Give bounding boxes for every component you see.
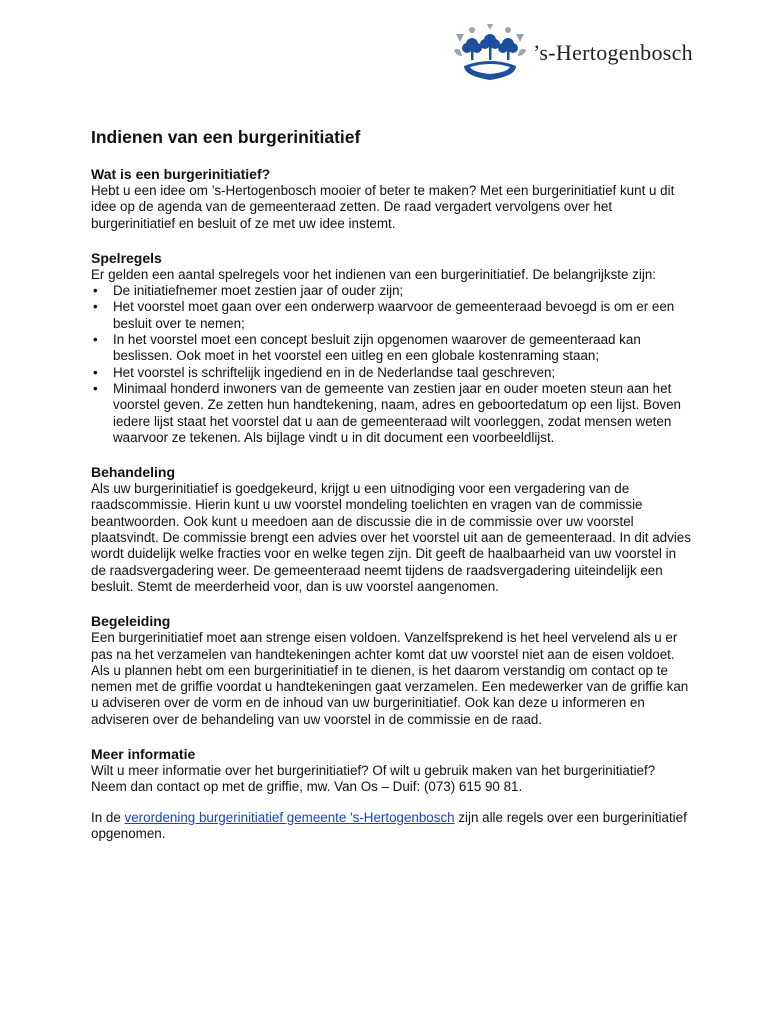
crown-logo-icon [450,22,530,86]
municipality-logo [450,22,720,92]
section-begeleiding [91,613,691,728]
link-suffix: zijn alle regels over een burgerinitiatief opgenomen. [91,809,687,841]
section-meer-informatie [91,746,691,842]
list-item: • De initiatiefnemer moet zestien jaar of ouder zijn; [91,283,691,299]
section-heading: Spelregels [91,249,162,266]
document-body [91,126,691,860]
section-heading: Behandeling [91,464,176,481]
section-paragraph: Er gelden een aantal spelregels voor het indienen van een burgerinitiatief. De belangrijkste zijn: [91,266,656,282]
section-behandeling [91,464,691,595]
list-item: • Minimaal honderd inwoners van de gemeente van zestien jaar en ouder moeten steun aan het voorstel geven. Ze zetten hun handtekening, naam, adres en geboortedatum op een lijst. Boven iedere lijst staat het voorstel dat u aan de gemeenteraad wilt voorleggen, zodat mensen weten waarvoor ze tekenen. Als bijlage vindt u in dit document een voorbeeldlijst. [91,381,691,446]
page-title: Indienen van een burgerinitiatief [91,127,361,147]
regulation-link[interactable]: verordening burgerinitiatief gemeente 's-Hertogenbosch [124,809,455,825]
regulation-paragraph [91,810,691,843]
section-heading: Wat is een burgerinitiatief? [91,166,271,182]
logo-text: ’s-Hertogenbosch [533,40,693,65]
section-paragraph: Een burgerinitiatief moet aan strenge eisen voldoen. Vanzelfsprekend is het heel vervelend als u er pas na het verzamelen van handtekeningen achter komt dat uw voorstel niet aan de eisen voldoet. Als u plannen hebt om een burgerinitiatief in te dienen, is het daarom verstandig om contact op te nemen met de griffie voordat u handtekeningen gaat verzamelen. Een medewerker van de griffie kan u adviseren over de vorm en de inhoud van uw burgerinitiatief. Ook kan deze u informeren en adviseren over de behandeling van uw voorstel in de commissie en de raad. [91,630,689,727]
link-prefix: In de [91,809,125,825]
list-item: • Het voorstel is schriftelijk ingediend en in de Nederlandse taal geschreven; [91,365,691,381]
section-heading: Meer informatie [91,746,196,763]
list-item: • Het voorstel moet gaan over een onderwerp waarvoor de gemeenteraad bevoegd is om er een besluit over te nemen; [91,299,691,332]
section-heading: Begeleiding [91,613,171,630]
section-wat-is [91,166,691,232]
section-paragraph: Als uw burgerinitiatief is goedgekeurd, krijgt u een uitnodiging voor een vergadering van de raadscommissie. Hierin kunt u uw voorstel mondeling toelichten en vragen van de commissie beantwoorden. Ook kunt u meedoen aan de discussie die in de commissie over uw voorstel plaatsvindt. De commissie brengt een advies over het voorstel uit aan de gemeenteraad. In dit advies wordt duidelijk welke fracties voor en welke tegen zijn. Dit geeft de haalbaarheid van uw voorstel in de raadsvergadering weer. De gemeenteraad neemt tijdens de raadsvergadering uiteindelijk een besluit. Stemt de meerderheid voor, dan is uw voorstel aangenomen. [91,481,691,594]
list-item: • In het voorstel moet een concept besluit zijn opgenomen waarover de gemeenteraad kan beslissen. Ook moet in het voorstel een uitleg en een globale kostenraming staan; [91,332,691,365]
rules-list [91,283,691,446]
section-paragraph: Wilt u meer informatie over het burgerinitiatief? Of wilt u gebruik maken van het burgerinitiatief? Neem dan contact op met de griffie, mw. Van Os – Duif: (073) 615 90 81. [91,763,656,795]
section-paragraph: Hebt u een idee om ’s-Hertogenbosch mooier of beter te maken? Met een burgerinitiatief kunt u dit idee op de agenda van de gemeenteraad zetten. De raad vergadert vervolgens over het burgerinitiatief en besluit of ze met uw idee instemt. [91,183,675,231]
section-spelregels [91,250,691,446]
